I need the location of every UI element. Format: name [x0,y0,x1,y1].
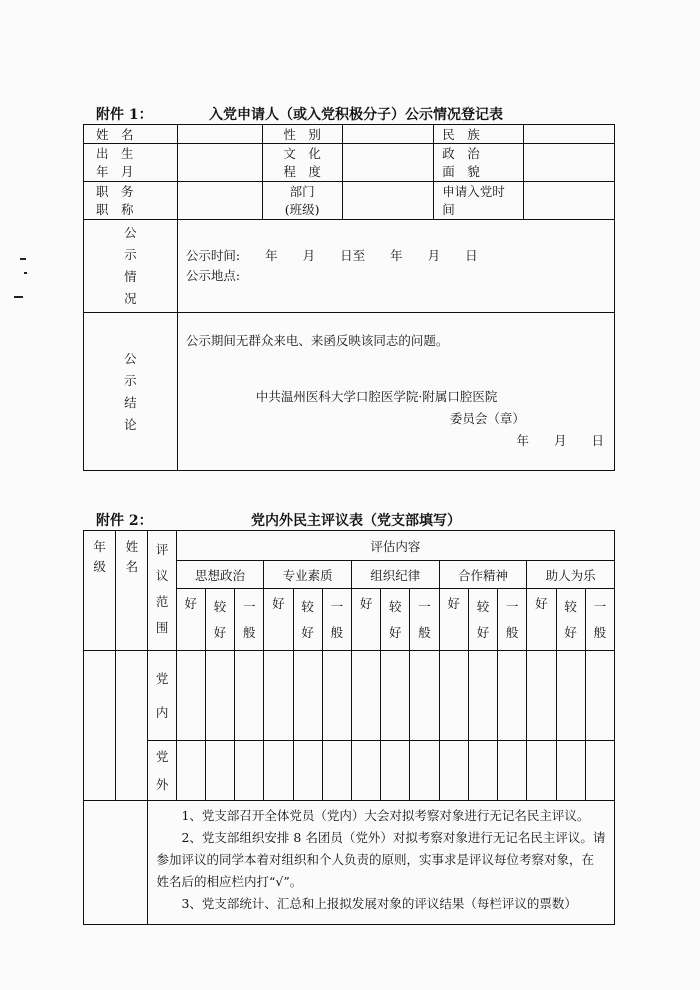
note-3: 3、党支部统计、汇总和上报拟发展对象的评议结果（每栏评议的票数） [181,896,577,911]
conclusion-char-4: 论 [124,416,137,432]
position-label-line2: 职 称 [96,201,134,217]
publicity-place: 公示地点: [185,268,241,283]
rating-good-header [176,589,205,651]
row-outside [84,741,615,801]
scope-char-2: 议 [155,568,169,583]
category-cooperation: 合作精神 [439,561,527,589]
gender-value[interactable] [342,125,434,144]
rating-fairly-char-1: 较 [213,598,227,614]
rating-good-header [439,589,468,651]
outside-vote-cell[interactable] [205,741,234,801]
department-label-line2: (班级) [284,201,320,217]
publicity-char-2: 示 [124,247,137,262]
political-label-line1: 政 治 [442,145,480,161]
rating-fairly-char-2: 好 [213,624,227,640]
education-label-line2: 程 度 [283,163,321,179]
name-label: 姓 名 [84,125,178,144]
conclusion-content [177,313,614,471]
outside-vote-cell[interactable] [498,741,527,801]
inside-vote-cell[interactable] [410,651,439,741]
inside-vote-cell[interactable] [381,651,410,741]
publicity-char-3: 情 [124,269,137,284]
note-2: 2、党支部组织安排 8 名团员（党外）对拟考察对象进行无记名民主评议。请参加评议的同学本着对组织和个人负责的原则，实事求是评议每位考察对象，在姓名后的相应栏内打“√”。 [156,830,606,889]
outside-vote-cell[interactable] [322,741,351,801]
department-value[interactable] [342,182,434,220]
scope-char-1: 评 [155,542,169,557]
conclusion-date: 年 月 日 [516,433,604,448]
political-label-line2: 面 貌 [442,163,480,179]
rating-good-char: 好 [447,596,460,611]
department-label-line1: 部门 [289,183,315,199]
apply-time-label [434,182,524,220]
conclusion-char-2: 示 [124,372,137,388]
outside-vote-cell[interactable] [439,741,468,801]
outside-vote-cell[interactable] [381,741,410,801]
outside-vote-cell[interactable] [176,741,205,801]
apply-time-value[interactable] [524,182,615,220]
scope-inside-label [148,651,176,741]
committee-seal: 委员会（章） [449,411,525,426]
publicity-char-1: 公 [124,225,137,240]
rating-fairly-char-2: 好 [476,624,490,640]
conclusion-char-3: 结 [124,394,137,410]
rating-fairly-header [468,589,497,651]
org-name: 中共温州医科大学口腔医学院·附属口腔医院 [255,389,498,404]
rating-good-char: 好 [535,596,548,611]
name-value[interactable] [116,651,148,801]
rating-good-char: 好 [184,596,198,611]
form2-table [83,530,615,925]
rating-average-char-2: 般 [418,624,431,640]
name-value[interactable] [177,125,262,144]
ethnicity-label: 民 族 [434,125,524,144]
rating-fairly-char-2: 好 [564,624,577,640]
birth-label-line1: 出 生 [96,145,134,161]
outside-vote-cell[interactable] [351,741,380,801]
inside-vote-cell[interactable] [293,651,322,741]
publicity-time: 公示时间: 年 月 日至 年 月 日 [185,248,478,263]
rating-average-char-2: 般 [593,624,607,640]
inside-vote-cell[interactable] [498,651,527,741]
birth-label [84,144,178,182]
rating-average-header [585,589,614,651]
rating-fairly-header [205,589,234,651]
name-char-1: 姓 [125,539,139,554]
education-label-line1: 文 化 [283,145,321,161]
rating-good-char: 好 [272,596,285,611]
rating-average-char-1: 一 [242,598,256,614]
name-char-2: 名 [125,559,139,574]
rating-fairly-char-1: 较 [564,598,577,614]
rating-good-char: 好 [359,596,373,611]
apply-time-label-line1: 申请入党时 [442,183,505,199]
rating-fairly-header [556,589,585,651]
category-helping: 助人为乐 [527,561,615,589]
scope-char-4: 围 [155,620,169,635]
form2-label: 附件 2： [96,513,153,529]
rating-average-header [322,589,351,651]
rating-fairly-char-1: 较 [301,598,314,614]
inside-vote-cell[interactable] [468,651,497,741]
political-label [434,144,524,182]
grade-header [84,531,116,651]
form2-header [96,510,616,530]
note-1: 1、党支部召开全体党员（党内）大会对拟考察对象进行无记名民主评议。 [181,808,590,823]
inside-vote-cell[interactable] [556,651,585,741]
rating-good-header [264,589,293,651]
rating-average-char-1: 一 [593,598,607,614]
outside-vote-cell[interactable] [527,741,556,801]
rating-good-header [351,589,380,651]
rating-average-header [235,589,264,651]
grade-char-2: 级 [93,559,106,574]
grade-char-1: 年 [93,539,106,554]
inside-char-2: 内 [155,704,169,720]
rating-average-char-1: 一 [505,598,519,614]
outside-char-1: 党 [155,748,169,764]
birth-value[interactable] [177,144,262,182]
outside-vote-cell[interactable] [235,741,264,801]
inside-vote-cell[interactable] [439,651,468,741]
grade-value[interactable] [84,651,116,801]
notes-blank [84,801,148,925]
political-value[interactable] [524,144,615,182]
form1-table [83,124,615,471]
rating-fairly-char-2: 好 [301,624,314,640]
form1-label: 附件 1： [96,107,153,123]
rating-fairly-char-1: 较 [476,598,490,614]
outside-vote-cell[interactable] [556,741,585,801]
rating-average-char-2: 般 [505,624,519,640]
inside-vote-cell[interactable] [264,651,293,741]
outside-char-2: 外 [155,776,169,792]
rating-fairly-header [381,589,410,651]
rating-average-header [498,589,527,651]
publicity-section-label [84,220,178,313]
education-value[interactable] [342,144,434,182]
outside-vote-cell[interactable] [264,741,293,801]
inside-char-1: 党 [155,670,169,686]
conclusion-char-1: 公 [124,350,137,366]
rating-average-char-2: 般 [242,624,256,640]
outside-vote-cell[interactable] [468,741,497,801]
form1-title: 入党申请人（或入党积极分子）公示情况登记表 [209,107,503,123]
row-inside [84,651,615,741]
education-label [262,144,342,182]
eval-content-header: 评估内容 [176,531,614,561]
rating-average-header [410,589,439,651]
form2-title: 党内外民主评议表（党支部填写） [251,513,461,529]
apply-time-label-line2: 间 [442,201,455,217]
scope-char-3: 范 [155,594,169,609]
form1-header [96,104,616,124]
rating-good-header [527,589,556,651]
rating-average-char-1: 一 [330,598,344,614]
inside-vote-cell[interactable] [527,651,556,741]
rating-average-char-1: 一 [418,598,431,614]
category-professional: 专业素质 [264,561,352,589]
position-label-line1: 职 务 [96,183,134,199]
category-political: 思想政治 [176,561,264,589]
conclusion-text: 公示期间无群众来电、来函反映该同志的问题。 [185,333,449,348]
rating-fairly-char-2: 好 [389,624,402,640]
ethnicity-value[interactable] [524,125,615,144]
rating-fairly-header [293,589,322,651]
department-label [262,182,342,220]
inside-vote-cell[interactable] [322,651,351,741]
gender-label: 性 别 [262,125,342,144]
name-header [116,531,148,651]
scope-header [148,531,176,651]
position-value[interactable] [177,182,262,220]
birth-label-line2: 年 月 [96,163,134,179]
rating-fairly-char-1: 较 [389,598,402,614]
inside-vote-cell[interactable] [351,651,380,741]
inside-vote-cell[interactable] [205,651,234,741]
inside-vote-cell[interactable] [235,651,264,741]
publicity-char-4: 况 [124,291,137,306]
rating-average-char-2: 般 [330,624,344,640]
publicity-content [177,220,614,313]
inside-vote-cell[interactable] [176,651,205,741]
scope-outside-label [148,741,176,801]
outside-vote-cell[interactable] [585,741,614,801]
inside-vote-cell[interactable] [585,651,614,741]
conclusion-section-label [84,313,178,471]
outside-vote-cell[interactable] [293,741,322,801]
notes-content [148,801,615,925]
category-discipline: 组织纪律 [351,561,439,589]
position-label [84,182,178,220]
outside-vote-cell[interactable] [410,741,439,801]
